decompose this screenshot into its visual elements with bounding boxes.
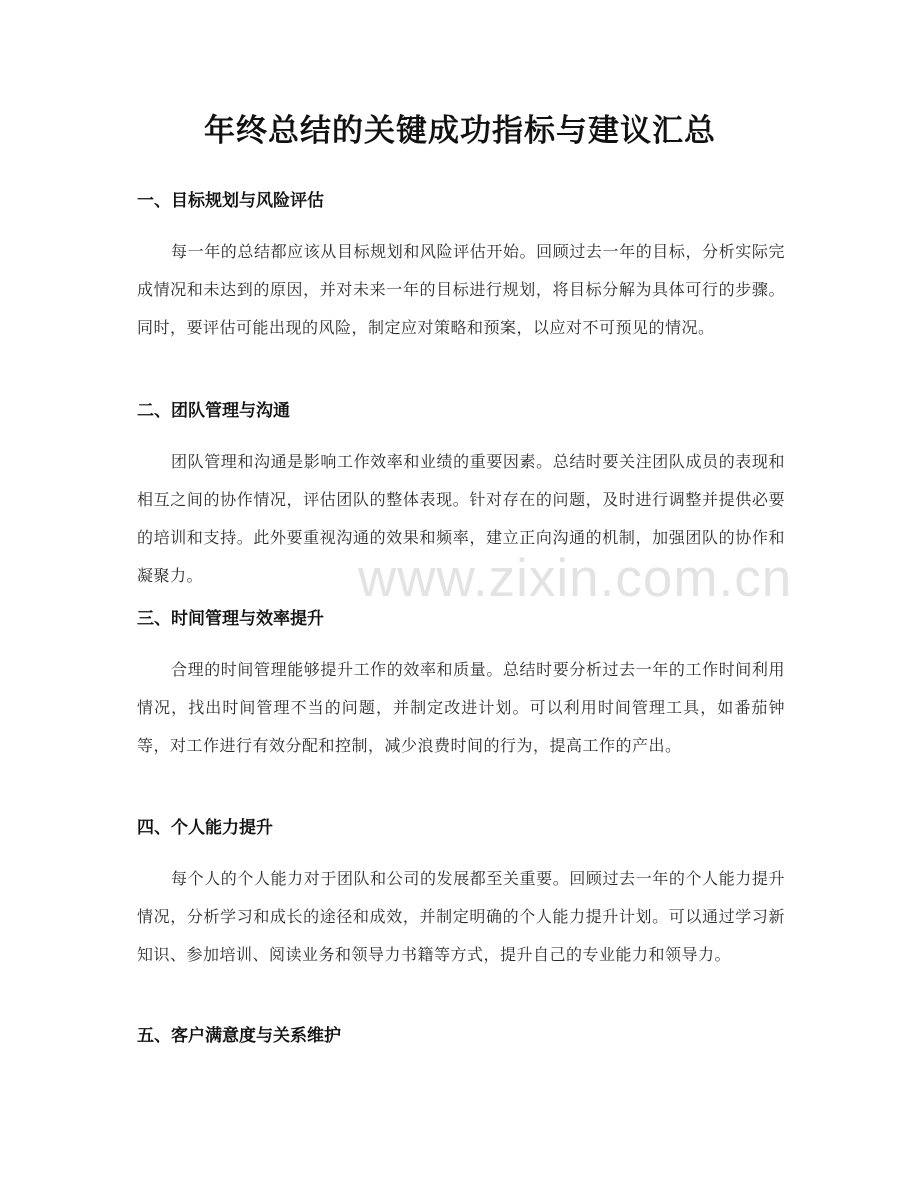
section-paragraph-4: 每个人的个人能力对于团队和公司的发展都至关重要。回顾过去一年的个人能力提升情况，分析学习和成长的途径和成效，并制定明确的个人能力提升计划。可以通过学习新知识、参加培训、阅读业务和领导力书籍等方式，提升自己的专业能力和领导力。 [137,869,785,964]
section-heading-5: 五、客户满意度与关系维护 [137,1026,341,1046]
section-paragraph-1: 每一年的总结都应该从目标规划和风险评估开始。回顾过去一年的目标，分析实际完成情况和未达到的原因，并对未来一年的目标进行规划，将目标分解为具体可行的步骤。同时，要评估可能出现的风险，制定应对策略和预案，以应对不可预见的情况。 [137,242,785,337]
section-heading-2: 二、团队管理与沟通 [137,401,290,421]
section-paragraph-2: 团队管理和沟通是影响工作效率和业绩的重要因素。总结时要关注团队成员的表现和相互之间的协作情况，评估团队的整体表现。针对存在的问题，及时进行调整并提供必要的培训和支持。此外要重视沟通的效果和频率，建立正向沟通的机制，加强团队的协作和凝聚力。 [137,452,785,585]
section-paragraph-3: 合理的时间管理能够提升工作的效率和质量。总结时要分析过去一年的工作时间利用情况，找出时间管理不当的问题，并制定改进计划。可以利用时间管理工具，如番茄钟等，对工作进行有效分配和控制，减少浪费时间的行为，提高工作的产出。 [137,660,785,755]
section-heading-1: 一、目标规划与风险评估 [137,191,324,211]
watermark: www.zixin.com.cn [358,549,793,608]
document-title: 年终总结的关键成功指标与建议汇总 [204,113,716,149]
section-heading-4: 四、个人能力提升 [137,818,273,838]
section-heading-3: 三、时间管理与效率提升 [137,609,324,629]
